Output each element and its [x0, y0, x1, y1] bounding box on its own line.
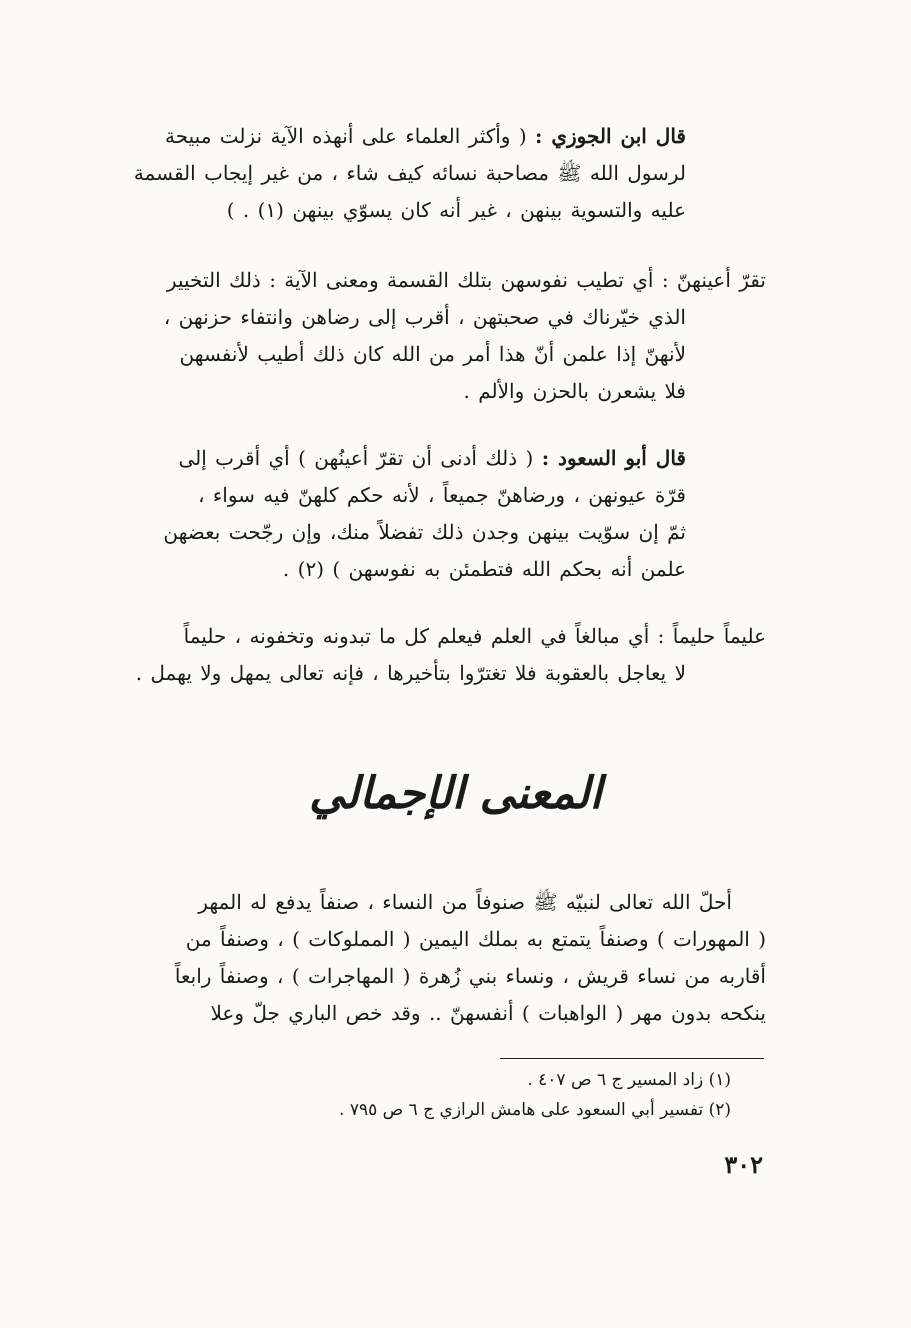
quote-lead: قال أبو السعود : [541, 446, 686, 470]
paragraph-line: عليماً حليماً : أي مبالغاً في العلم فيعلم كل ما تبدونه وتخفونه ، حليماً [183, 624, 766, 648]
paragraph-ibn-al-jawzi [98, 118, 686, 229]
footnote-separator [500, 1058, 764, 1059]
paragraph-line: لرسول الله ﷺ مصاحبة نسائه كيف شاء ، من غير إيجاب القسمة [133, 161, 686, 185]
paragraph-aliman-haliman [98, 618, 766, 692]
text-span: ( وأكثر العلماء على أنهذه الآية نزلت مبيحة [164, 124, 535, 148]
paragraph-line: أقاربه من نساء قريش ، ونساء بني زُهرة ( المهاجرات ) ، وصنفاً رابعاً [174, 964, 766, 988]
paragraph-line: عليه والتسوية بينهن ، غير أنه كان يسوّي بينهن (١) . ) [226, 198, 686, 222]
text-span: ( ذلك أدنى أن تقرّ أعينُهن ) أي أقرب إلى [178, 446, 542, 470]
paragraph-line: الذي خيّرناك في صحبتهن ، أقرب إلى رضاهن وانتفاء حزنهن ، [163, 305, 686, 329]
paragraph-line: قرّة عيونهن ، ورضاهنّ جميعاً ، لأنه حكم كلهنّ فيه سواء ، [198, 483, 686, 507]
paragraph-line [98, 118, 686, 155]
footnote-2: (٢) تفسير أبي السعود على هامش الرازي ج ٦ ص ٧٩٥ . [339, 1100, 731, 1120]
quote-lead: قال ابن الجوزي : [534, 124, 686, 148]
section-heading: المعنى الإجمالي [309, 768, 602, 819]
page-number: ٣٠٢ [724, 1150, 763, 1179]
paragraph-line: أحلّ الله تعالى لنبيّه ﷺ صنوفاً من النساء ، صنفاً يدفع له المهر [198, 890, 732, 914]
footnote-1: (١) زاد المسير ج ٦ ص ٤٠٧ . [527, 1070, 731, 1090]
paragraph-line: لا يعاجل بالعقوبة فلا تغترّوا بتأخيرها ، فإنه تعالى يمهل ولا يهمل . [135, 661, 686, 685]
paragraph-line: ينكحه بدون مهر ( الواهبات ) أنفسهنّ .. وقد خص الباري جلّ وعلا [210, 1001, 766, 1025]
paragraph-line: لأنهنّ إذا علمن أنّ هذا أمر من الله كان ذلك أطيب لأنفسهن [179, 342, 686, 366]
paragraph-line: علمن أنه بحكم الله فتطمئن به نفوسهن ) (٢) . [282, 557, 686, 581]
paragraph-line: ( المهورات ) وصنفاً يتمتع به بملك اليمين ( المملوكات ) ، وصنفاً من [185, 927, 766, 951]
paragraph-line: تقرّ أعينهنّ : أي تطيب نفوسهن بتلك القسمة ومعنى الآية : ذلك التخيير [166, 268, 766, 292]
paragraph-line [98, 440, 686, 477]
paragraph-line: فلا يشعرن بالحزن والألم . [463, 379, 686, 403]
paragraph-abu-al-suud [98, 440, 686, 588]
paragraph-taqarra-aynuhunna [98, 262, 766, 410]
paragraph-general-meaning [98, 884, 766, 1032]
paragraph-line: ثمّ إن سوّيت بينهن وجدن ذلك تفضلاً منك، وإن رجّحت بعضهن [163, 520, 686, 544]
